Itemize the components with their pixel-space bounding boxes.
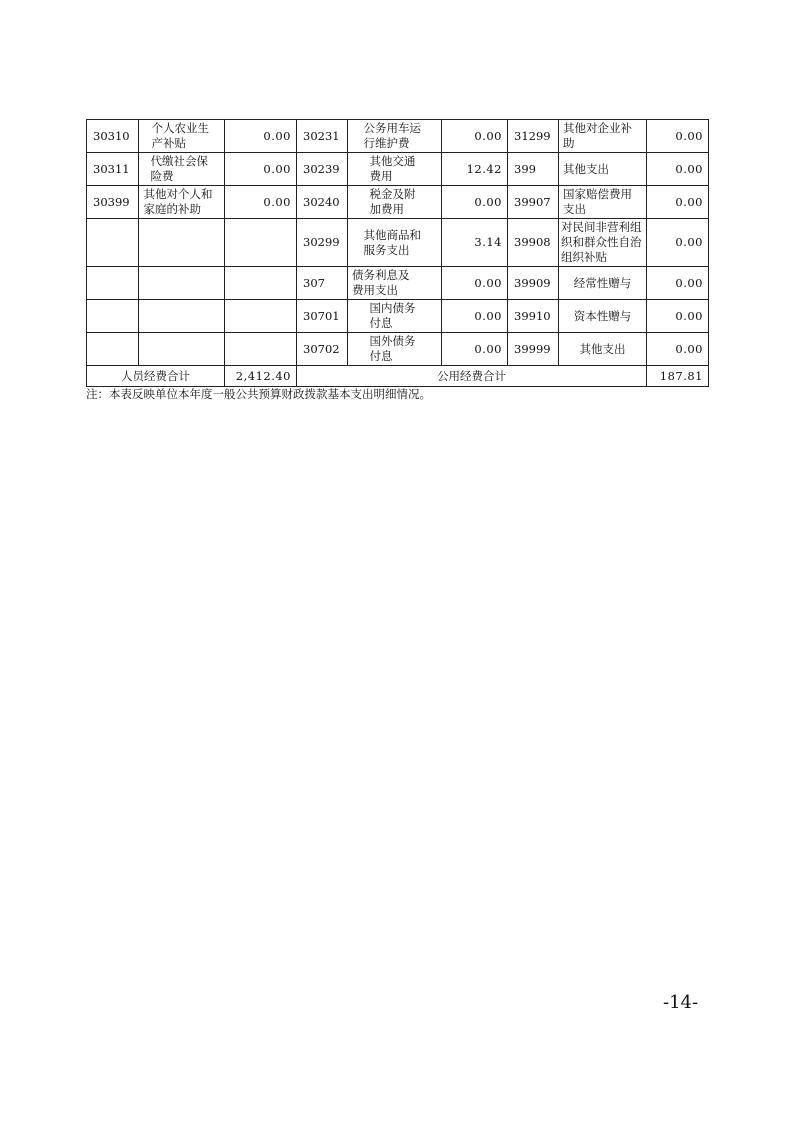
item-name: 对民间非营利组织和群众性自治组织补贴 [561,220,642,264]
item-name: 个人农业生产补贴 [151,121,209,150]
item-name-cell [348,333,442,366]
amount-cell: 0.00 [225,153,297,186]
table-row [87,267,709,300]
item-name-cell [559,153,647,186]
amount-cell: 0.00 [442,300,508,333]
table-row [87,300,709,333]
item-name-cell [348,267,442,300]
item-name-cell [559,333,647,366]
item-name: 其他对个人和家庭的补助 [143,187,213,216]
item-name: 其他支出 [563,161,609,176]
amount-cell: 0.00 [225,186,297,219]
amount-cell [225,219,297,267]
amount-cell: 0.00 [647,267,709,300]
code-cell: 39999 [508,333,559,366]
item-name-cell [348,153,442,186]
table-row [87,120,709,153]
code-cell: 39909 [508,267,559,300]
amount-cell: 0.00 [647,219,709,267]
amount-cell: 0.00 [442,267,508,300]
amount-cell: 0.00 [442,333,508,366]
code-cell: 39910 [508,300,559,333]
item-name-cell [348,186,442,219]
item-name-cell [139,219,225,267]
table-row [87,153,709,186]
item-name: 债务利息及费用支出 [352,268,410,297]
code-cell [87,219,139,267]
item-name-cell [559,267,647,300]
item-name-cell [348,300,442,333]
item-name: 其他商品和服务支出 [363,227,421,257]
code-cell: 39908 [508,219,559,267]
amount-cell: 3.14 [442,219,508,267]
item-name-cell [559,219,647,267]
item-name: 代缴社会保险费 [150,154,208,183]
table-footnote: 注：本表反映单位本年度一般公共预算财政拨款基本支出明细情况。 [86,387,431,401]
totals-row [87,366,709,387]
code-cell: 30310 [87,120,139,153]
item-name: 税金及附加费用 [369,187,416,216]
table-row [87,219,709,267]
code-cell: 30239 [297,153,348,186]
amount-cell: 12.42 [442,153,508,186]
amount-cell: 0.00 [647,186,709,219]
item-name: 公务用车运行维护费 [363,121,421,150]
item-name: 其他对企业补助 [563,121,632,150]
item-name: 经常性赠与 [573,275,632,290]
code-cell: 30240 [297,186,348,219]
personnel-total-value: 2,412.40 [225,366,297,387]
table-body [87,120,709,387]
amount-cell: 0.00 [647,300,709,333]
personnel-total-label: 人员经费合计 [87,366,225,387]
item-name-cell [139,120,225,153]
item-name: 国家赔偿费用支出 [563,187,632,216]
amount-cell: 0.00 [647,120,709,153]
item-name-cell [559,300,647,333]
item-name: 国外债务付息 [369,334,416,363]
amount-cell: 0.00 [225,120,297,153]
code-cell: 30231 [297,120,348,153]
code-cell: 30702 [297,333,348,366]
amount-cell: 0.00 [647,333,709,366]
amount-cell: 0.00 [442,120,508,153]
public-total-label: 公用经费合计 [297,366,647,387]
item-name: 资本性赠与 [573,308,632,323]
amount-cell: 0.00 [442,186,508,219]
code-cell: 30311 [87,153,139,186]
item-name-cell [559,120,647,153]
item-name: 其他支出 [579,341,626,356]
amount-cell: 0.00 [647,153,709,186]
code-cell: 399 [508,153,559,186]
code-cell: 307 [297,267,348,300]
item-name-cell [139,300,225,333]
item-name-cell [348,120,442,153]
expense-detail-table [86,119,709,387]
code-cell: 30299 [297,219,348,267]
code-cell: 30399 [87,186,139,219]
item-name-cell [139,267,225,300]
code-cell: 31299 [508,120,559,153]
item-name-cell [139,153,225,186]
item-name-cell [139,186,225,219]
code-cell [87,300,139,333]
item-name-cell [139,333,225,366]
code-cell [87,267,139,300]
item-name: 国内债务付息 [369,301,416,330]
page-number: -14- [663,992,699,1013]
code-cell: 39907 [508,186,559,219]
item-name: 其他交通费用 [369,154,416,183]
code-cell: 30701 [297,300,348,333]
expense-detail-table-container [86,119,708,387]
item-name-cell [559,186,647,219]
amount-cell [225,267,297,300]
table-row [87,333,709,366]
amount-cell [225,300,297,333]
code-cell [87,333,139,366]
item-name-cell [348,219,442,267]
table-row [87,186,709,219]
public-total-value: 187.81 [647,366,709,387]
amount-cell [225,333,297,366]
